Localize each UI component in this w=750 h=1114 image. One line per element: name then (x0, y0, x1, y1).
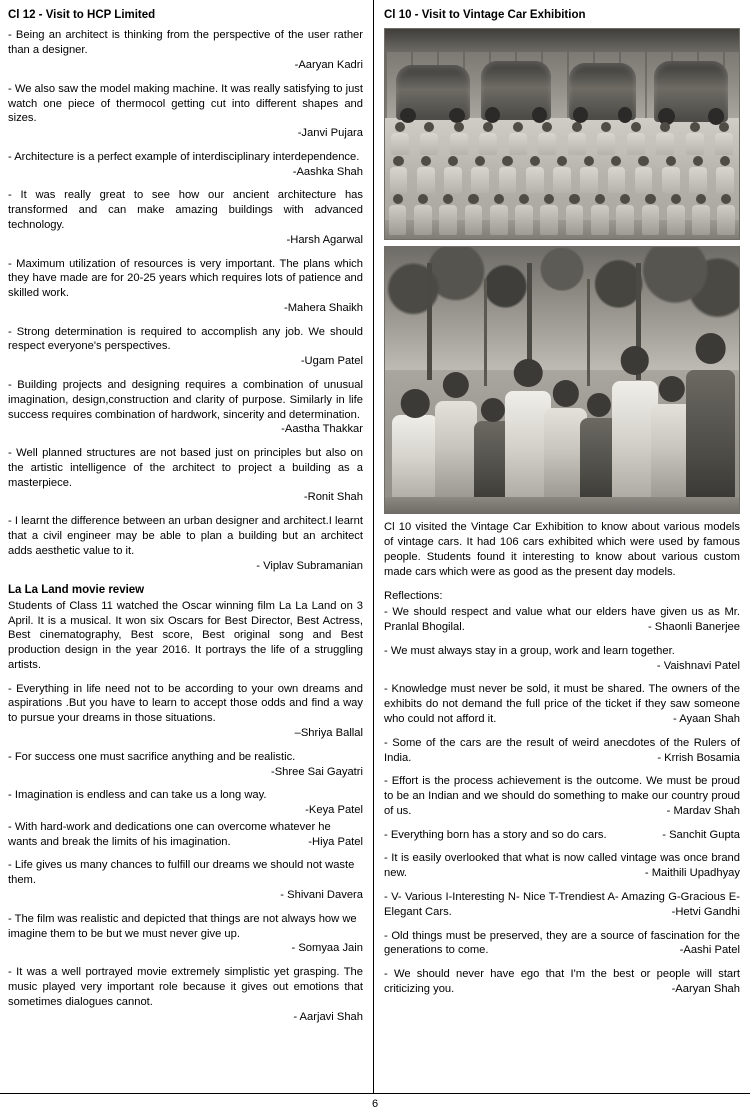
entry-author: -Ronit Shah (303, 491, 363, 504)
reflection-entry (384, 644, 740, 674)
entry-author: -Keya Patel (305, 804, 363, 817)
entry-text: - I learnt the difference between an urban designer and architect.I learnt that a civil engineer may be able to plan a building but an architect adds aesthetic value to it. (8, 515, 363, 557)
entry-text: - Life gives us many chances to fulfill our dreams we should not waste them. (8, 859, 355, 887)
reflection-entry (8, 325, 363, 369)
entry-author: -Aaryan Shah (671, 982, 740, 995)
entry-author: - Krrish Bosamia (657, 751, 740, 764)
entry-text: - V- Various I-Interesting N- Nice T-Trendiest A- Amazing G-Gracious E- Elegant Cars. (384, 891, 740, 918)
entry-author: -Aashi Patel (679, 944, 740, 957)
entry-author: - Aarjavi Shah (293, 1010, 363, 1023)
entry-text: - We also saw the model making machine. It was really satisfying to just watch one piece of thermocol getting cut into different shapes and sizes. (8, 82, 363, 125)
entry-text: - Architecture is a perfect example of interdisciplinary interdependence. (8, 150, 360, 163)
entry-author: –Shriya Ballal (294, 727, 363, 739)
reflections-label: Reflections: (384, 589, 443, 602)
entry-author: -Harsh Agarwal (286, 233, 363, 246)
entry-text: - It was a well portrayed movie extremely simplistic yet grasping. The music played very important role because it gives out emotions that sometimes dialogues cannot. (8, 966, 363, 1008)
entry-author: - Vaishnavi Patel (656, 659, 740, 672)
entry-author: - Shaonli Banerjee (647, 621, 740, 634)
reflection-entry (384, 929, 740, 959)
entry-text: - Strong determination is required to accomplish any job. We should respect everyone's perspectives. (8, 325, 363, 353)
entry-text: - We should respect and value what our elders have given us as Mr. Pranlal Bhogilal. (384, 606, 740, 634)
entry-author: -Ugam Patel (300, 355, 363, 368)
reflection-entry (8, 150, 363, 180)
entry-author: - Somyaa Jain (291, 942, 363, 955)
review-entry (8, 858, 363, 902)
entry-author: - Viplav Subramanian (256, 559, 363, 572)
entry-text: - It was really great to see how our ancient architecture has transformed and can make amazing buildings with advanced technology. (8, 189, 363, 231)
reflection-entry (384, 967, 740, 997)
entry-text: - Everything born has a story and so do cars. (384, 828, 607, 841)
visit-intro: Cl 10 visited the Vintage Car Exhibition to know about various models of vintage cars. It had 106 cars exhibited which were used by famous people. Students found it interesting to know about various custom made cars which were as good as the present day models. (384, 521, 740, 578)
entry-author: -Hiya Patel (308, 835, 363, 848)
entry-text: - We must always stay in a group, work and learn together. (384, 644, 675, 657)
entry-text: - Well planned structures are not based just on principles but also on the artistic intelligence of the architect to project a building as a masterpiece. (8, 447, 363, 489)
entry-text: - Knowledge must never be sold, it must be shared. The owners of the exhibits do not demand the full price of the ticket if they saw someone who could not afford it. (384, 683, 740, 725)
review-entry (8, 750, 363, 780)
reflection-entry (384, 682, 740, 726)
entry-text: - It is easily overlooked that what is now called vintage was once brand new. (384, 852, 740, 880)
entry-text: - Everything in life need not to be according to your own dreams and aspirations .But you have to learn to accept those odds and find a way to pursue your dreams in those situations. (8, 682, 363, 725)
reflection-entry (384, 736, 740, 766)
entry-text: - Some of the cars are the result of weird anecdotes of the Rulers of India. (384, 736, 740, 764)
reflection-entry (8, 82, 363, 141)
review-entry (8, 912, 363, 956)
reflection-entry (384, 851, 740, 881)
reflection-entry (384, 605, 740, 635)
entry-author: -Aastha Thakkar (281, 423, 363, 436)
entry-author: -Aaryan Kadri (294, 58, 363, 71)
entry-text: - Maximum utilization of resources is very important. The plans which they have made are for 20-25 years which requires lots of patience and skilled work. (8, 257, 363, 300)
students-with-guide-photo (384, 246, 740, 514)
reflection-entry (384, 828, 740, 843)
page-number: 6 (0, 1093, 750, 1114)
reflection-entry (8, 514, 363, 573)
entry-text: - Effort is the process achievement is the outcome. We must be proud to be an Indian and we should do something to make our country proud of us. (384, 775, 740, 817)
entry-author: -Shree Sai Gayatri (270, 765, 363, 778)
entry-text: - Being an architect is thinking from the perspective of the user rather than a designer. (8, 29, 363, 57)
reflection-entry (8, 28, 363, 72)
entry-author: - Maithili Upadhyay (644, 867, 740, 880)
left-section-title: Cl 12 - Visit to HCP Limited (8, 9, 156, 21)
group-photo-students-vintage-cars (384, 28, 740, 240)
review-entry (8, 682, 363, 741)
review-entry (8, 820, 363, 850)
entry-author: -Hetvi Gandhi (671, 905, 740, 918)
entry-text: - Imagination is endless and can take us a long way. (8, 789, 267, 802)
entry-text: - For success one must sacrifice anything and be realistic. (8, 750, 296, 763)
entry-text: - The film was realistic and depicted that things are not always how we imagine them to be but we must never give up. (8, 912, 357, 940)
entry-author: - Sanchit Gupta (662, 828, 740, 841)
movie-review-intro: Students of Class 11 watched the Oscar winning film La La Land on 3 April. It is a musical. It won six Oscars for Best Director, Best Actress, Best cinematography, Best score, Best original song and Best production design in the year 2016. It portrays the life of a struggling artists. (8, 599, 363, 671)
left-column (0, 0, 374, 1094)
entry-text: - With hard-work and dedications one can overcome whatever he wants and break the limits of his imagination. (8, 820, 331, 848)
entry-author: - Ayaan Shah (673, 712, 740, 725)
reflection-entry (8, 378, 363, 437)
review-entry (8, 965, 363, 1024)
entry-text: - Old things must be preserved, they are a source of fascination for the generations to come. (384, 929, 740, 957)
entry-author: -Aashka Shah (292, 165, 363, 178)
reflection-entry (384, 774, 740, 818)
reflection-entry (8, 188, 363, 247)
movie-review-title: La La Land movie review (8, 584, 145, 597)
entry-author: -Janvi Pujara (297, 127, 363, 140)
entry-text: - We should never have ego that I'm the best or people will start criticizing you. (384, 968, 740, 995)
entry-author: - Mardav Shah (666, 804, 740, 817)
right-section-title: Cl 10 - Visit to Vintage Car Exhibition (384, 9, 586, 21)
review-entry (8, 788, 363, 818)
reflection-entry (384, 890, 740, 920)
right-column (374, 0, 750, 1094)
entry-author: -Mahera Shaikh (284, 301, 363, 314)
reflection-entry (8, 257, 363, 316)
entry-text: - Building projects and designing requires a combination of unusual imagination, design,construction and clarity of purpose. Similarly in life success requires combination of hardwork, sincerity and determination. (8, 379, 363, 421)
reflection-entry (8, 446, 363, 505)
entry-author: - Shivani Davera (280, 889, 363, 902)
